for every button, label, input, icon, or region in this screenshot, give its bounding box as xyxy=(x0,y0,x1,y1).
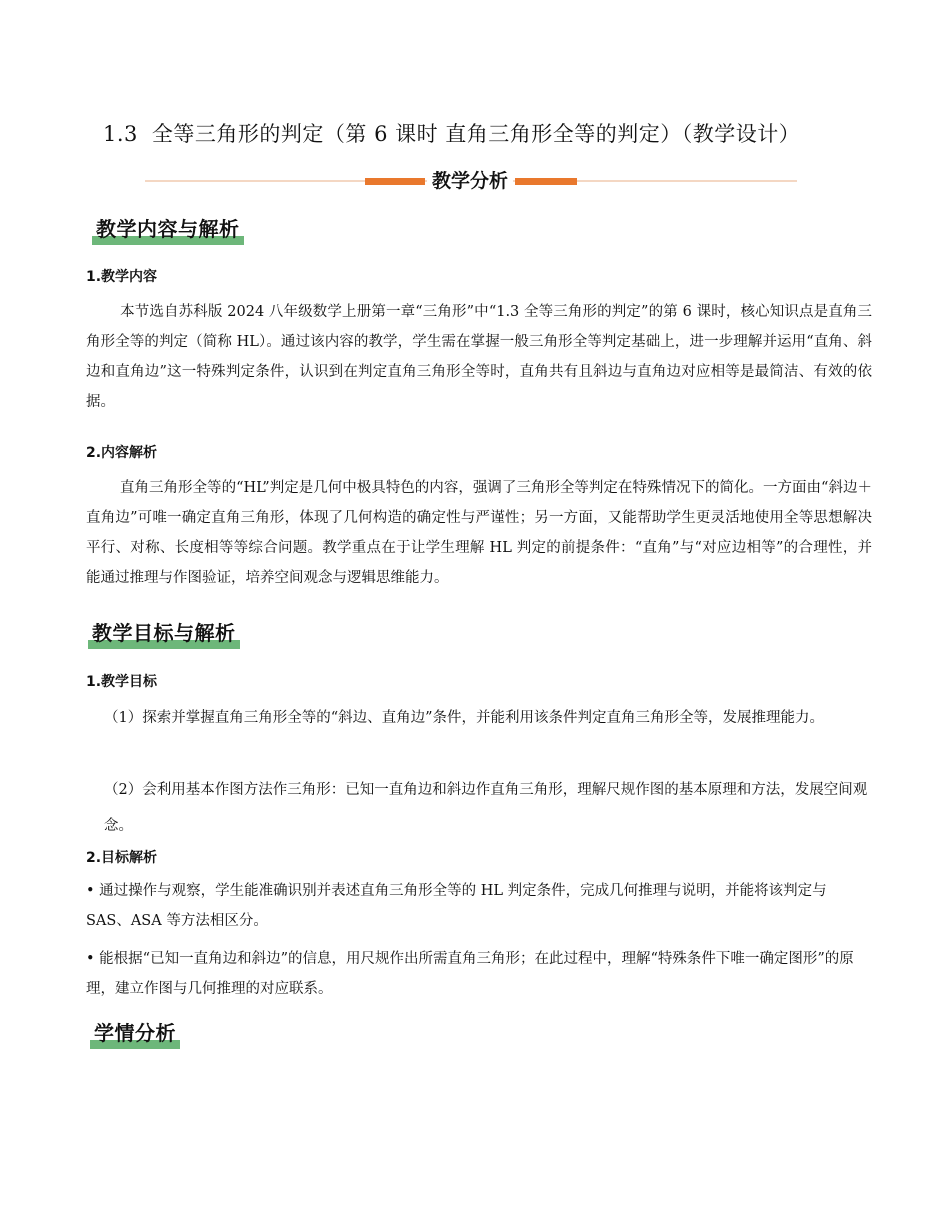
paragraph-content-analysis xyxy=(86,473,872,593)
subheading-teaching-goals: 1.教学目标 xyxy=(86,674,158,690)
goal-item-2: （2）会利用基本作图方法作三角形：已知一直角边和斜边作直角三角形，理解尺规作图的基本原理和方法，发展空间观念。 xyxy=(104,782,868,834)
banner-right-bar xyxy=(515,178,577,185)
analysis-banner xyxy=(145,168,797,194)
subheading-teaching-content: 1.教学内容 xyxy=(86,269,158,285)
paragraph-text: 直角三角形全等的“HL”判定是几何中极具特色的内容，强调了三角形全等判定在特殊情况下的简化。一方面由“斜边＋直角边”可唯一确定直角三角形，体现了几何构造的确定性与严谨性；另一方面，又能帮助学生更灵活地使用全等思想解决平行、对称、长度相等等综合问题。教学重点在于让学生理解 HL 判定的前提条件：“直角”与“对应边相等”的合理性，并能通过推理与作图验证，培养空间观念与逻辑思维能力。 xyxy=(86,480,872,586)
subheading-goal-analysis: 2.目标解析 xyxy=(86,850,158,866)
title-text: 全等三角形的判定（第 6 课时 直角三角形全等的判定）（教学设计） xyxy=(151,122,801,146)
goal-item-1: （1）探索并掌握直角三角形全等的“斜边、直角边”条件，并能利用该条件判定直角三角形全等，发展推理能力。 xyxy=(104,710,825,726)
goal-analysis-bullet-2: • 能根据“已知一直角边和斜边”的信息，用尺规作出所需直角三角形；在此过程中，理解“特殊条件下唯一确定图形”的原理，建立作图与几何推理的对应联系。 xyxy=(86,951,854,997)
section-heading-text: 教学内容与解析 xyxy=(96,217,240,241)
title-number: 1.3 xyxy=(103,122,138,146)
section-heading-text: 学情分析 xyxy=(94,1021,176,1045)
paragraph-teaching-content xyxy=(86,297,872,417)
section-heading-students xyxy=(90,1020,180,1046)
goal-analysis-bullet-1: • 通过操作与观察，学生能准确识别并表述直角三角形全等的 HL 判定条件，完成几何推理与说明，并能将该判定与 SAS、ASA 等方法相区分。 xyxy=(86,883,827,929)
subheading-content-analysis: 2.内容解析 xyxy=(86,445,158,461)
document-title xyxy=(103,118,863,148)
paragraph-text: 本节选自苏科版 2024 八年级数学上册第一章“三角形”中“1.3 全等三角形的判定”的第 6 课时，核心知识点是直角三角形全等的判定（简称 HL）。通过该内容的教学，学生需在掌握一般三角形全等判定基础上，进一步理解并运用“直角、斜边和直角边”这一特殊判定条件，认识到在判定直角三角形全等时，直角共有且斜边与直角边对应相等是最简洁、有效的依据。 xyxy=(86,304,872,410)
section-heading-text: 教学目标与解析 xyxy=(92,621,236,645)
section-heading-content xyxy=(92,216,244,242)
section-heading-goals xyxy=(88,620,240,646)
banner-label: 教学分析 xyxy=(427,168,513,194)
banner-left-bar xyxy=(365,178,425,185)
